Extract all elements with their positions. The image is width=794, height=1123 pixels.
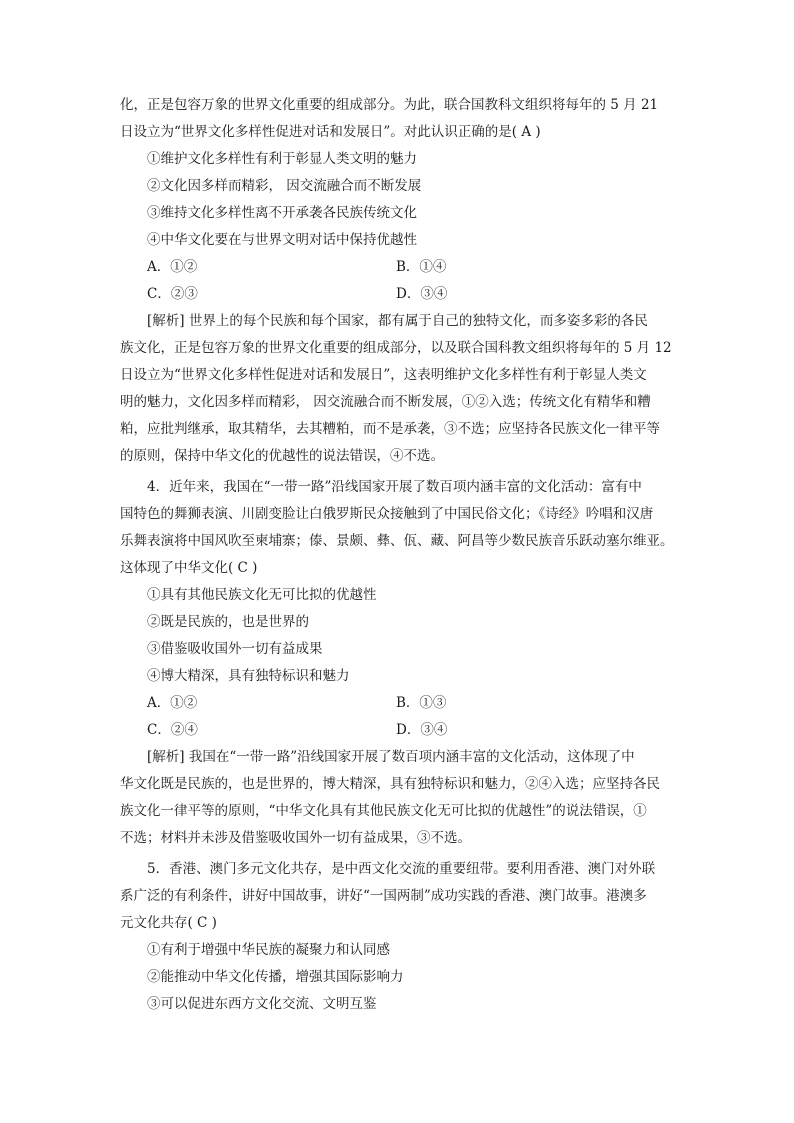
q4-stem-line: 这体现了中华文化( C ) (120, 560, 258, 576)
q3-statement: ③维持文化多样性离不开承袭各民族传统文化 (147, 205, 417, 221)
q4-stem-line: 乐舞表演将中国风吹至柬埔寨；傣、景颇、彝、佤、藏、阿昌等少数民族音乐跃动塞尔维亚。 (120, 533, 674, 549)
q3-statement: ①维护文化多样性有利于彰显人类文明的魅力 (147, 151, 417, 167)
q4-option-a: A．①② (147, 695, 198, 711)
q5-stem-line: 系广泛的有利条件，讲好中国故事，讲好“一国两制”成功实践的香港、澳门故事。港澳多 (120, 888, 647, 904)
q4-option-c: C．②④ (147, 722, 198, 738)
q5-statement: ②能推动中华文化传播，增强其国际影响力 (147, 969, 404, 985)
q3-analysis-line: 日设立为“世界文化多样性促进对话和发展日”，这表明维护文化多样性有利于彰显人类文 (120, 367, 647, 383)
q4-statement: ②既是民族的，也是世界的 (147, 614, 309, 630)
q4-analysis-line: [解析] 我国在“一带一路”沿线国家开展了数百项内涵丰富的文化活动，这体现了中 (147, 749, 635, 765)
q3-stem-line: 化，正是包容万象的世界文化重要的组成部分。为此，联合国教科文组织将每年的 5 月 21 (120, 97, 659, 113)
q4-analysis-line: 不选；材料并未涉及借鉴吸收国外一切有益成果，③不选。 (120, 830, 471, 846)
q4-stem-line: 4．近年来，我国在“一带一路”沿线国家开展了数百项内涵丰富的文化活动：富有中 (147, 479, 642, 495)
q3-statement: ④中华文化要在与世界文明对话中保持优越性 (147, 232, 417, 248)
q4-statement: ④博大精深，具有独特标识和魅力 (147, 668, 350, 684)
q3-analysis-line: [解析] 世界上的每个民族和每个国家，都有属于自己的独特文化，而多姿多彩的各民 (147, 313, 648, 329)
q3-option-c: C．②③ (147, 286, 198, 302)
q3-analysis-line: 粕，应批判继承，取其精华，去其糟粕，而不是承袭，③不选；应坚持各民族文化一律平等 (120, 421, 660, 437)
q3-analysis-line: 的原则，保持中华文化的优越性的说法错误，④不选。 (120, 448, 444, 464)
q3-analysis-line: 族文化，正是包容万象的世界文化重要的组成部分，以及联合国科教文组织将每年的 5 月 12 (120, 340, 672, 356)
q3-option-b: B．①④ (396, 259, 447, 275)
q4-stem-line: 国特色的舞狮表演、川剧变脸让白俄罗斯民众接触到了中国民俗文化；《诗经》吟唱和汉唐 (120, 506, 654, 522)
q3-analysis-line: 明的魅力，文化因多样而精彩， 因交流融合而不断发展，①②入选；传统文化有精华和糟 (120, 394, 651, 410)
q4-analysis-line: 族文化一律平等的原则，“中华文化具有其他民族文化无可比拟的优越性”的说法错误，① (120, 803, 647, 819)
q3-option-d: D．③④ (396, 286, 448, 302)
q4-statement: ①具有其他民族文化无可比拟的优越性 (147, 587, 377, 603)
q4-option-d: D．③④ (396, 722, 448, 738)
q4-option-b: B．①③ (396, 695, 447, 711)
q3-stem-line: 日设立为“世界文化多样性促进对话和发展日”。对此认识正确的是( A ) (120, 124, 541, 140)
q5-stem-line: 元文化共存( C ) (120, 915, 217, 931)
q5-statement: ①有利于增强中华民族的凝聚力和认同感 (147, 942, 390, 958)
q5-stem-line: 5．香港、澳门多元文化共存，是中西文化交流的重要纽带。要利用香港、澳门对外联 (147, 861, 656, 877)
q3-option-a: A．①② (147, 259, 198, 275)
q4-analysis-line: 华文化既是民族的，也是世界的，博大精深，具有独特标识和魅力，②④入选；应坚持各民 (120, 776, 660, 792)
q5-statement: ③可以促进东西方文化交流、文明互鉴 (147, 996, 377, 1012)
q4-statement: ③借鉴吸收国外一切有益成果 (147, 641, 323, 657)
q3-statement: ②文化因多样而精彩， 因交流融合而不断发展 (147, 178, 422, 194)
